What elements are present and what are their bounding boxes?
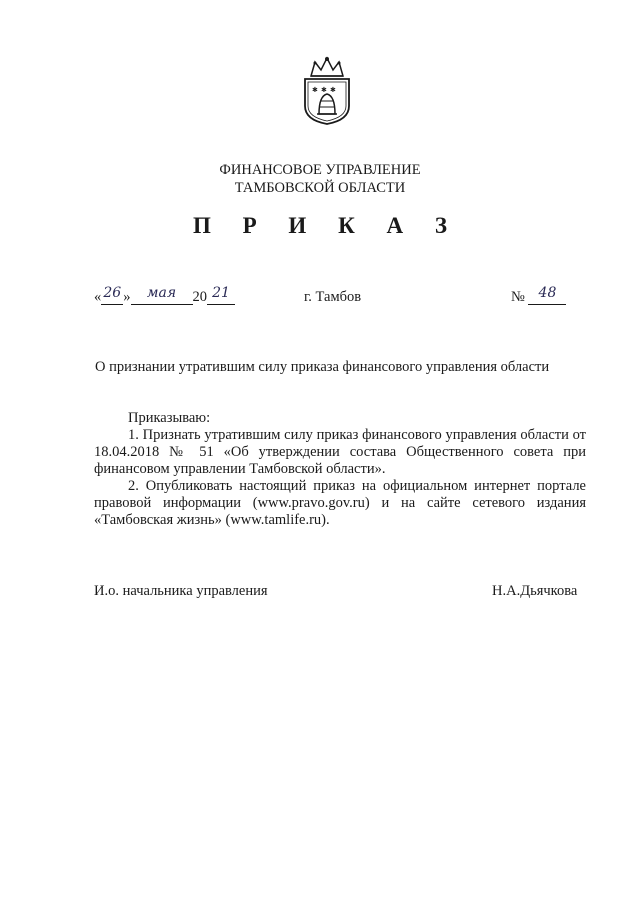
number-value: 48: [538, 285, 557, 301]
document-type-title: П Р И К А З: [192, 213, 460, 238]
body-intro: Приказываю:: [128, 410, 211, 426]
svg-text:✱: ✱: [321, 86, 327, 94]
body-item-1: 1. Признать утратившим силу приказ финансового управления области от 18.04.2018 № 51 «Об утверждении состава Общественного совета при финансовом управлении Тамбовской области».: [94, 427, 586, 477]
date-day: 26: [103, 285, 122, 301]
signature-name: Н.А.Дьячкова: [492, 583, 578, 599]
date-month-field: [131, 285, 193, 305]
org-name-line1: ФИНАНСОВОЕ УПРАВЛЕНИЕ: [219, 162, 421, 178]
date-year-prefix: 20: [192, 289, 207, 305]
number-field: [528, 285, 566, 305]
date-year-field: [207, 285, 235, 305]
date-month: мая: [146, 285, 177, 301]
date-day-field: [101, 285, 123, 305]
svg-text:✱: ✱: [330, 86, 336, 94]
document-number: [511, 285, 566, 306]
body-item-2: 2. Опубликовать настоящий приказ на официальном интернет портале правовой информации (www.pravo.gov.ru) и на сайте сетевого издания «Тамбовская жизнь» (www.tamlife.ru).: [94, 478, 586, 528]
document-body: [94, 410, 586, 529]
svg-text:✱: ✱: [312, 86, 318, 94]
document-date: [94, 285, 235, 306]
document-subject: О признании утратившим силу приказа финансового управления области: [95, 359, 550, 375]
date-year-suffix: 21: [212, 285, 230, 301]
signature-position: И.о. начальника управления: [94, 583, 268, 599]
date-quote-close: »: [123, 289, 131, 305]
number-label: №: [511, 289, 525, 305]
document-city: г. Тамбов: [304, 289, 362, 305]
tambov-coat-of-arms-icon: [297, 56, 357, 126]
date-quote-open: «: [94, 289, 102, 305]
org-name-line2: ТАМБОВСКОЙ ОБЛАСТИ: [234, 180, 406, 196]
